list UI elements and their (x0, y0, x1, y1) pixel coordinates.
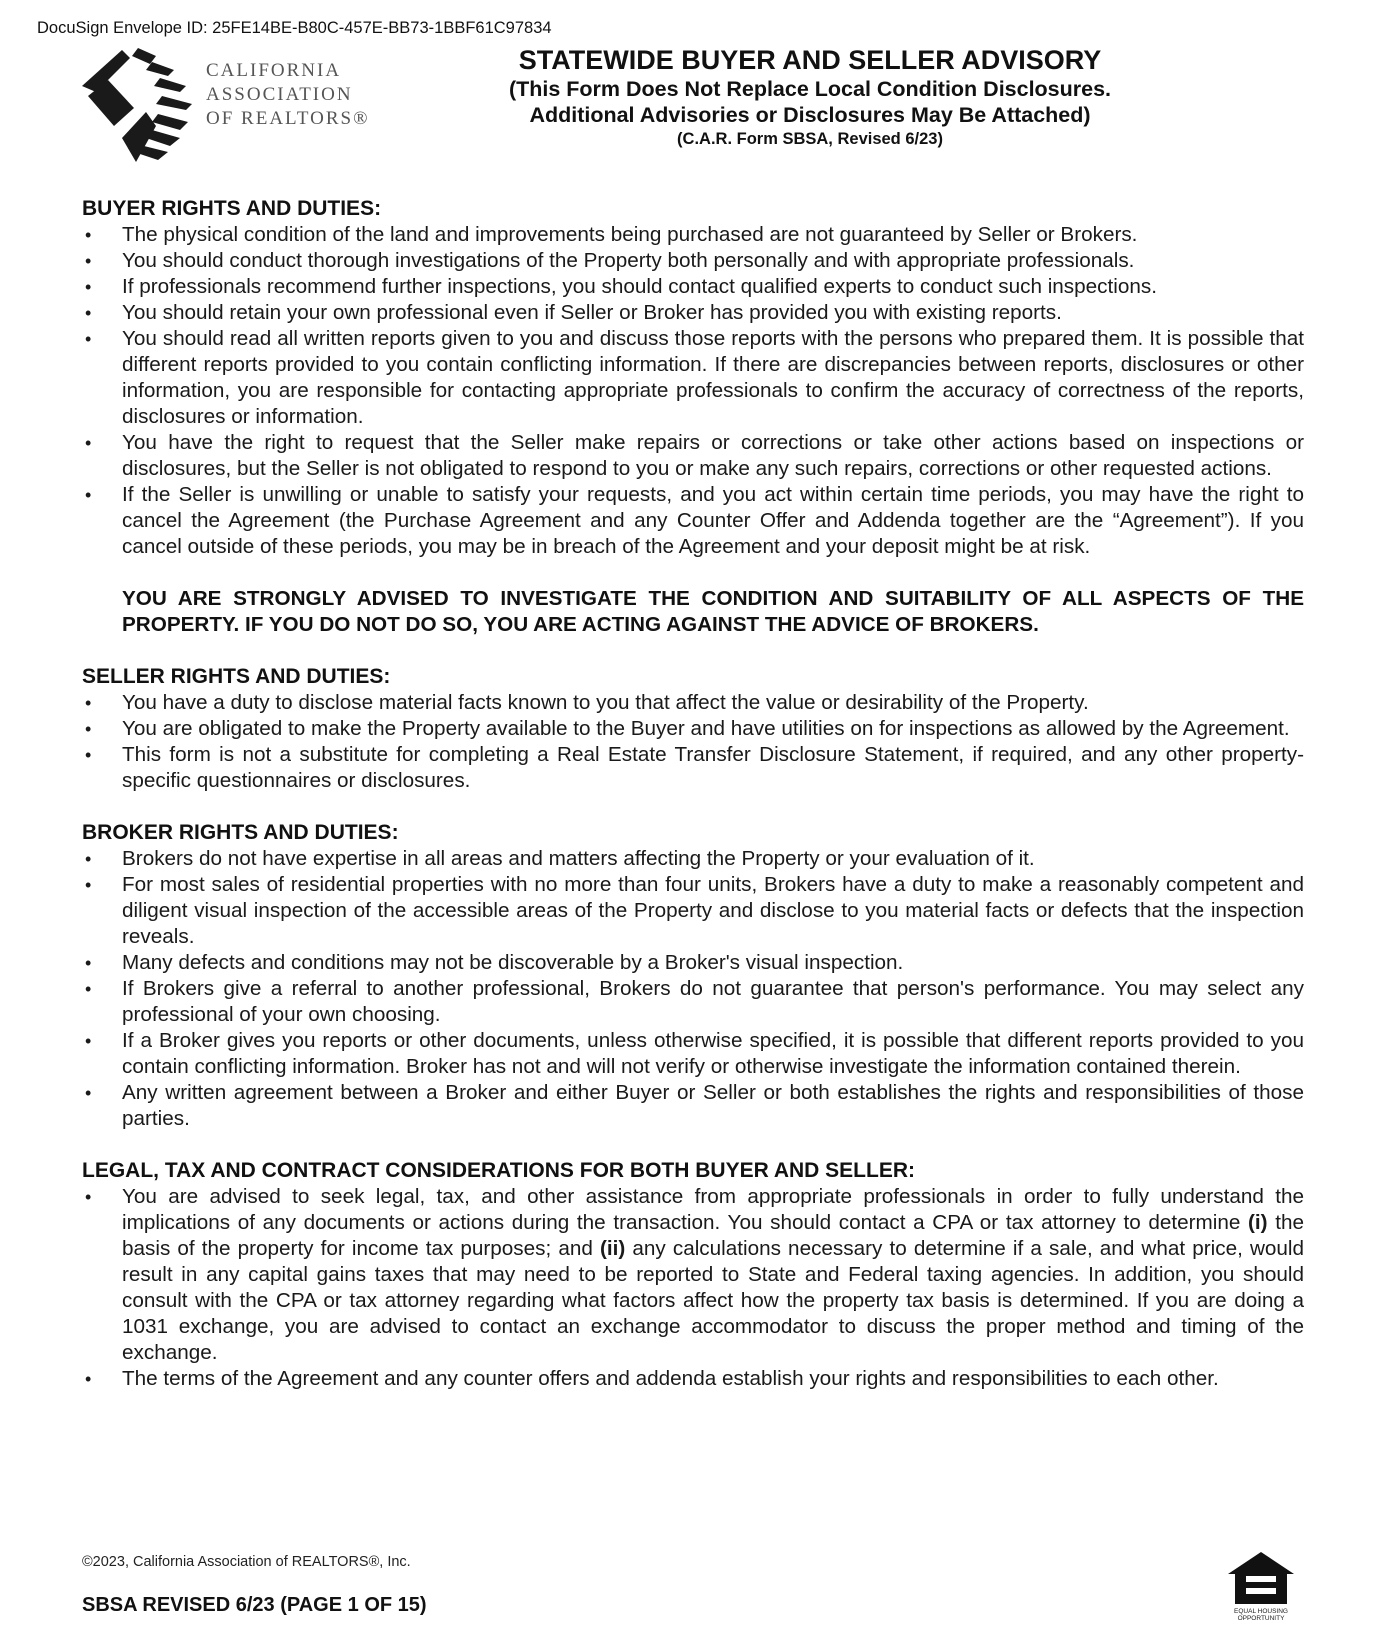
equal-housing-opportunity-icon (1226, 1550, 1296, 1606)
list-item: • You have a duty to disclose material facts known to you that affect the value or desirability of the Property. (82, 690, 1304, 716)
legal-marker-ii: (ii) (600, 1237, 626, 1260)
list-item: • You are obligated to make the Property available to the Buyer and have utilities on for inspections as allowed by the Agreement. (82, 716, 1304, 742)
list-item: • You should read all written reports given to you and discuss those reports with the persons who prepared them. It is possible that different reports provided to you contain conflicting information. If there are discrepancies between reports, disclosures or other information, you are responsible for contacting appropriate professionals to confirm the accuracy of correctness of the reports, disclosures or information. (82, 326, 1304, 430)
logo-line-2: ASSOCIATION (206, 84, 353, 105)
list-item: • The physical condition of the land and improvements being purchased are not guaranteed by Seller or Brokers. (82, 222, 1304, 248)
subtitle-line-2: Additional Advisories or Disclosures May Be Attached) (529, 103, 1091, 127)
logo-line-3: OF REALTORS® (206, 108, 370, 129)
logo-line-1: CALIFORNIA (206, 60, 342, 81)
broker-heading: BROKER RIGHTS AND DUTIES: (82, 821, 399, 844)
list-item: • If a Broker gives you reports or other documents, unless otherwise specified, it is possible that different reports provided to you contain conflicting information. Broker has not and will not verify or otherwise investigate the information contained therein. (82, 1028, 1304, 1080)
seller-heading: SELLER RIGHTS AND DUTIES: (82, 665, 391, 688)
car-logo (82, 42, 372, 170)
list-item: • If professionals recommend further inspections, you should contact qualified experts to conduct such inspections. (82, 274, 1304, 300)
page-title: STATEWIDE BUYER AND SELLER ADVISORY (518, 45, 1102, 75)
list-item: • Many defects and conditions may not be discoverable by a Broker's visual inspection. (82, 950, 1304, 976)
list-item: • You should conduct thorough investigations of the Property both personally and with appropriate professionals. (82, 248, 1304, 274)
broker-list (82, 846, 1304, 1132)
eho-caption-2: OPPORTUNITY (1237, 1615, 1285, 1622)
investigation-warning: YOU ARE STRONGLY ADVISED TO INVESTIGATE THE CONDITION AND SUITABILITY OF ALL ASPECTS OF THE PROPERTY. IF YOU DO NOT DO SO, YOU ARE ACTING AGAINST THE ADVICE OF BROKERS. (122, 587, 1304, 636)
copyright-notice: ©2023, California Association of REALTORS®, Inc. (82, 1554, 411, 1570)
legal-text-part-3: any calculations necessary to determine if a sale, and what price, would result in any capital gains taxes that may need to be reported to State and Federal taxing agencies. In addition, you should consult with the CPA or tax attorney regarding what factors affect how the property tax basis is determined. If you are doing a 1031 exchange, you are advised to contact an exchange accommodator to discuss the proper method and timing of the exchange. (122, 1237, 1304, 1364)
list-item: • This form is not a substitute for completing a Real Estate Transfer Disclosure Statement, if required, and any other property-specific questionnaires or disclosures. (82, 742, 1304, 794)
list-item: • You have the right to request that the Seller make repairs or corrections or take other actions based on inspections or disclosures, but the Seller is not obligated to respond to you or make any such repairs, corrections or other requested actions. (82, 430, 1304, 482)
subtitle-line-1: (This Form Does Not Replace Local Condition Disclosures. (508, 77, 1112, 101)
legal-marker-i: (i) (1248, 1211, 1268, 1234)
form-identifier: (C.A.R. Form SBSA, Revised 6/23) (677, 130, 943, 148)
list-item: • Brokers do not have expertise in all areas and matters affecting the Property or your evaluation of it. (82, 846, 1304, 872)
list-item: • The terms of the Agreement and any counter offers and addenda establish your rights and responsibilities to each other. (82, 1366, 1304, 1392)
legal-text-part-1: You are advised to seek legal, tax, and other assistance from appropriate professionals in order to fully understand the implications of any documents or actions during the transaction. You should contact a CPA or tax attorney to determine (122, 1185, 1304, 1234)
eho-caption-1: EQUAL HOUSING (1234, 1608, 1288, 1615)
list-item: • Any written agreement between a Broker and either Buyer or Seller or both establishes the rights and responsibilities of those parties. (82, 1080, 1304, 1132)
list-item: • If Brokers give a referral to another professional, Brokers do not guarantee that person's performance. You may select any professional of your own choosing. (82, 976, 1304, 1028)
title-block (470, 44, 1150, 150)
buyer-heading: BUYER RIGHTS AND DUTIES: (82, 197, 382, 220)
page-footer-label: SBSA REVISED 6/23 (PAGE 1 OF 15) (82, 1594, 427, 1616)
docusign-envelope-id: DocuSign Envelope ID: 25FE14BE-B80C-457E-BB73-1BBF61C97834 (37, 19, 552, 37)
buyer-list (82, 222, 1304, 560)
list-item: • You should retain your own professional even if Seller or Broker has provided you with existing reports. (82, 300, 1304, 326)
list-item: • For most sales of residential properties with no more than four units, Brokers have a duty to make a reasonably competent and diligent visual inspection of the accessible areas of the Property and disclose to you material facts or defects that the inspection reveals. (82, 872, 1304, 950)
car-diamond-logo-icon (82, 42, 202, 170)
legal-text-part-2: the basis of the property for income tax purposes; and (122, 1211, 1304, 1260)
equal-housing-logo (1226, 1550, 1296, 1622)
advisory-body (82, 196, 1304, 1392)
seller-list (82, 690, 1304, 794)
legal-list (82, 1184, 1304, 1392)
legal-heading: LEGAL, TAX AND CONTRACT CONSIDERATIONS FOR BOTH BUYER AND SELLER: (82, 1159, 915, 1182)
list-item (82, 1184, 1304, 1366)
list-item: • If the Seller is unwilling or unable to satisfy your requests, and you act within certain time periods, you may have the right to cancel the Agreement (the Purchase Agreement and any Counter Offer and Addenda together are the “Agreement”). If you cancel outside of these periods, you may be in breach of the Agreement and your deposit might be at risk. (82, 482, 1304, 560)
